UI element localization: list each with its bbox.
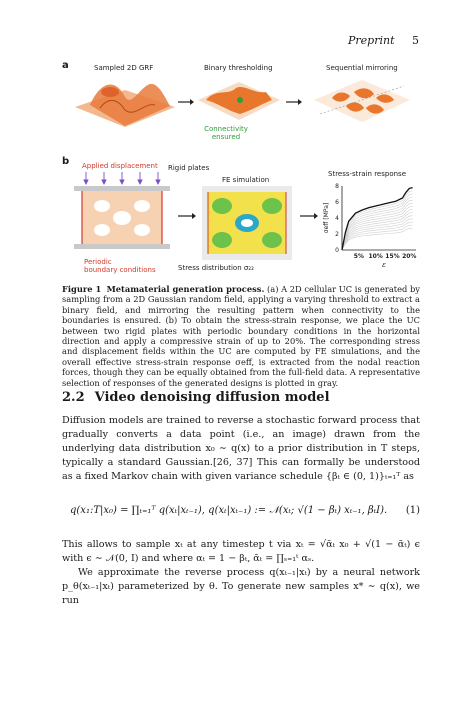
mirrored-unit-cell-illustration	[312, 74, 412, 124]
panel-a-label: a	[62, 60, 69, 71]
background-response-line	[342, 216, 413, 250]
x-tick-label: 20%	[402, 253, 417, 260]
y-axis-label: σeff [MPa]	[323, 202, 330, 234]
binary-threshold-illustration	[196, 74, 282, 124]
unit-cell-with-plates-illustration	[74, 172, 170, 258]
y-tick-label: 0	[335, 247, 339, 254]
figure-caption	[62, 284, 420, 388]
stress-strain-title: Stress-strain response	[328, 170, 406, 178]
fe-simulation-label: FE simulation	[222, 176, 270, 184]
step-sampled-grf: Sampled 2D GRF	[94, 64, 154, 72]
equation-formula: q(x₁:T|x₀) = ∏ₜ₌₁ᵀ q(xₜ|xₜ₋₁), q(xₜ|xₜ₋₁) := 𝒩(xₜ; √(1 − βₜ) xₜ₋₁, βₜI).	[70, 505, 388, 516]
header-title: Preprint	[348, 34, 395, 47]
y-tick-label: 6	[335, 199, 339, 206]
step-sequential-mirroring: Sequential mirroring	[326, 64, 398, 72]
rigid-plates-label: Rigid plates	[168, 164, 210, 172]
paragraph-3: We approximate the reverse process q(xₜ₋₁|xₜ) by a neural network p_θ(xₜ₋₁|xₜ) parameterized by θ. To generate new samples x* ∼ q(x), we run	[62, 567, 420, 606]
page-number: 5	[412, 34, 419, 47]
x-tick-label: 15%	[385, 253, 400, 260]
y-tick-label: 4	[335, 215, 339, 222]
arrow-right-icon	[178, 212, 196, 220]
x-tick-label: 5%	[353, 253, 364, 260]
background-response-line	[342, 225, 413, 250]
periodic-bc-label: Periodic boundary conditions	[84, 258, 156, 274]
caption-title: Metamaterial generation process.	[106, 284, 265, 294]
panel-b-label: b	[62, 156, 70, 167]
applied-displacement-label: Applied displacement	[82, 162, 158, 170]
running-header	[348, 34, 419, 47]
arrow-right-icon	[178, 98, 194, 106]
connectivity-note: Connectivity ensured	[204, 125, 248, 141]
equation-number: (1)	[405, 505, 420, 516]
paragraph-2: This allows to sample xₜ at any timestep t via xₜ = √ᾱₜ x₀ + √(1 − ᾱₜ) ϵ with ϵ ∼ 𝒩(0, I) and where αₜ = 1 − βₜ, ᾱₜ = ∏ₛ₌₁ᵗ αₛ.	[62, 539, 420, 564]
grf-surface-illustration	[70, 72, 180, 132]
arrow-right-icon	[286, 98, 302, 106]
section-heading	[62, 390, 330, 405]
section-number: 2.2	[62, 390, 85, 405]
background-response-line	[342, 222, 413, 250]
stress-distribution-label: Stress distribution σ₂₂	[178, 264, 254, 272]
y-tick-label: 2	[335, 231, 339, 238]
section-title: Video denoising diffusion model	[94, 390, 330, 405]
stress-strain-chart	[324, 180, 420, 270]
caption-label: Figure 1	[62, 284, 102, 294]
fe-simulation-illustration	[202, 186, 292, 260]
x-axis-label: ε	[382, 261, 386, 269]
x-tick-label: 10%	[368, 253, 383, 260]
caption-body: (a) A 2D cellular UC is generated by sampling from a 2D Gaussian random field, applying a varying threshold to extract a binary field, and mirroring the resulting pattern when connectivity to the boundaries is ensured. (b) To obtain the stress-strain response, we place the UC between two rigid plates with periodic boundary conditions in the horizontal direction and apply a compressive strain of up to 20%. The corresponding stress and displacement fields within the UC are computed by FE simulations, and the overall effective stress-strain response σeff, is extracted from the nodal reaction forces, though they can be equally obtained from the full-field data. A representative selection of responses of the generated designs is plotted in gray.	[62, 284, 420, 388]
y-tick-label: 8	[335, 183, 339, 190]
arrow-right-icon	[300, 212, 318, 220]
step-binary-threshold: Binary thresholding	[204, 64, 273, 72]
paragraph-1: Diffusion models are trained to reverse a stochastic forward process that gradually converts a data point (i.e., an image) drawn from the underlying data distribution x₀ ∼ q(x) to a prior distribution in T steps, typically a standard Gaussian.[26, 37] This can formally be understood as a fixed Markov chain with given variance schedule {βₜ ∈ (0, 1)}ₜ₌₁ᵀ as	[62, 415, 420, 482]
